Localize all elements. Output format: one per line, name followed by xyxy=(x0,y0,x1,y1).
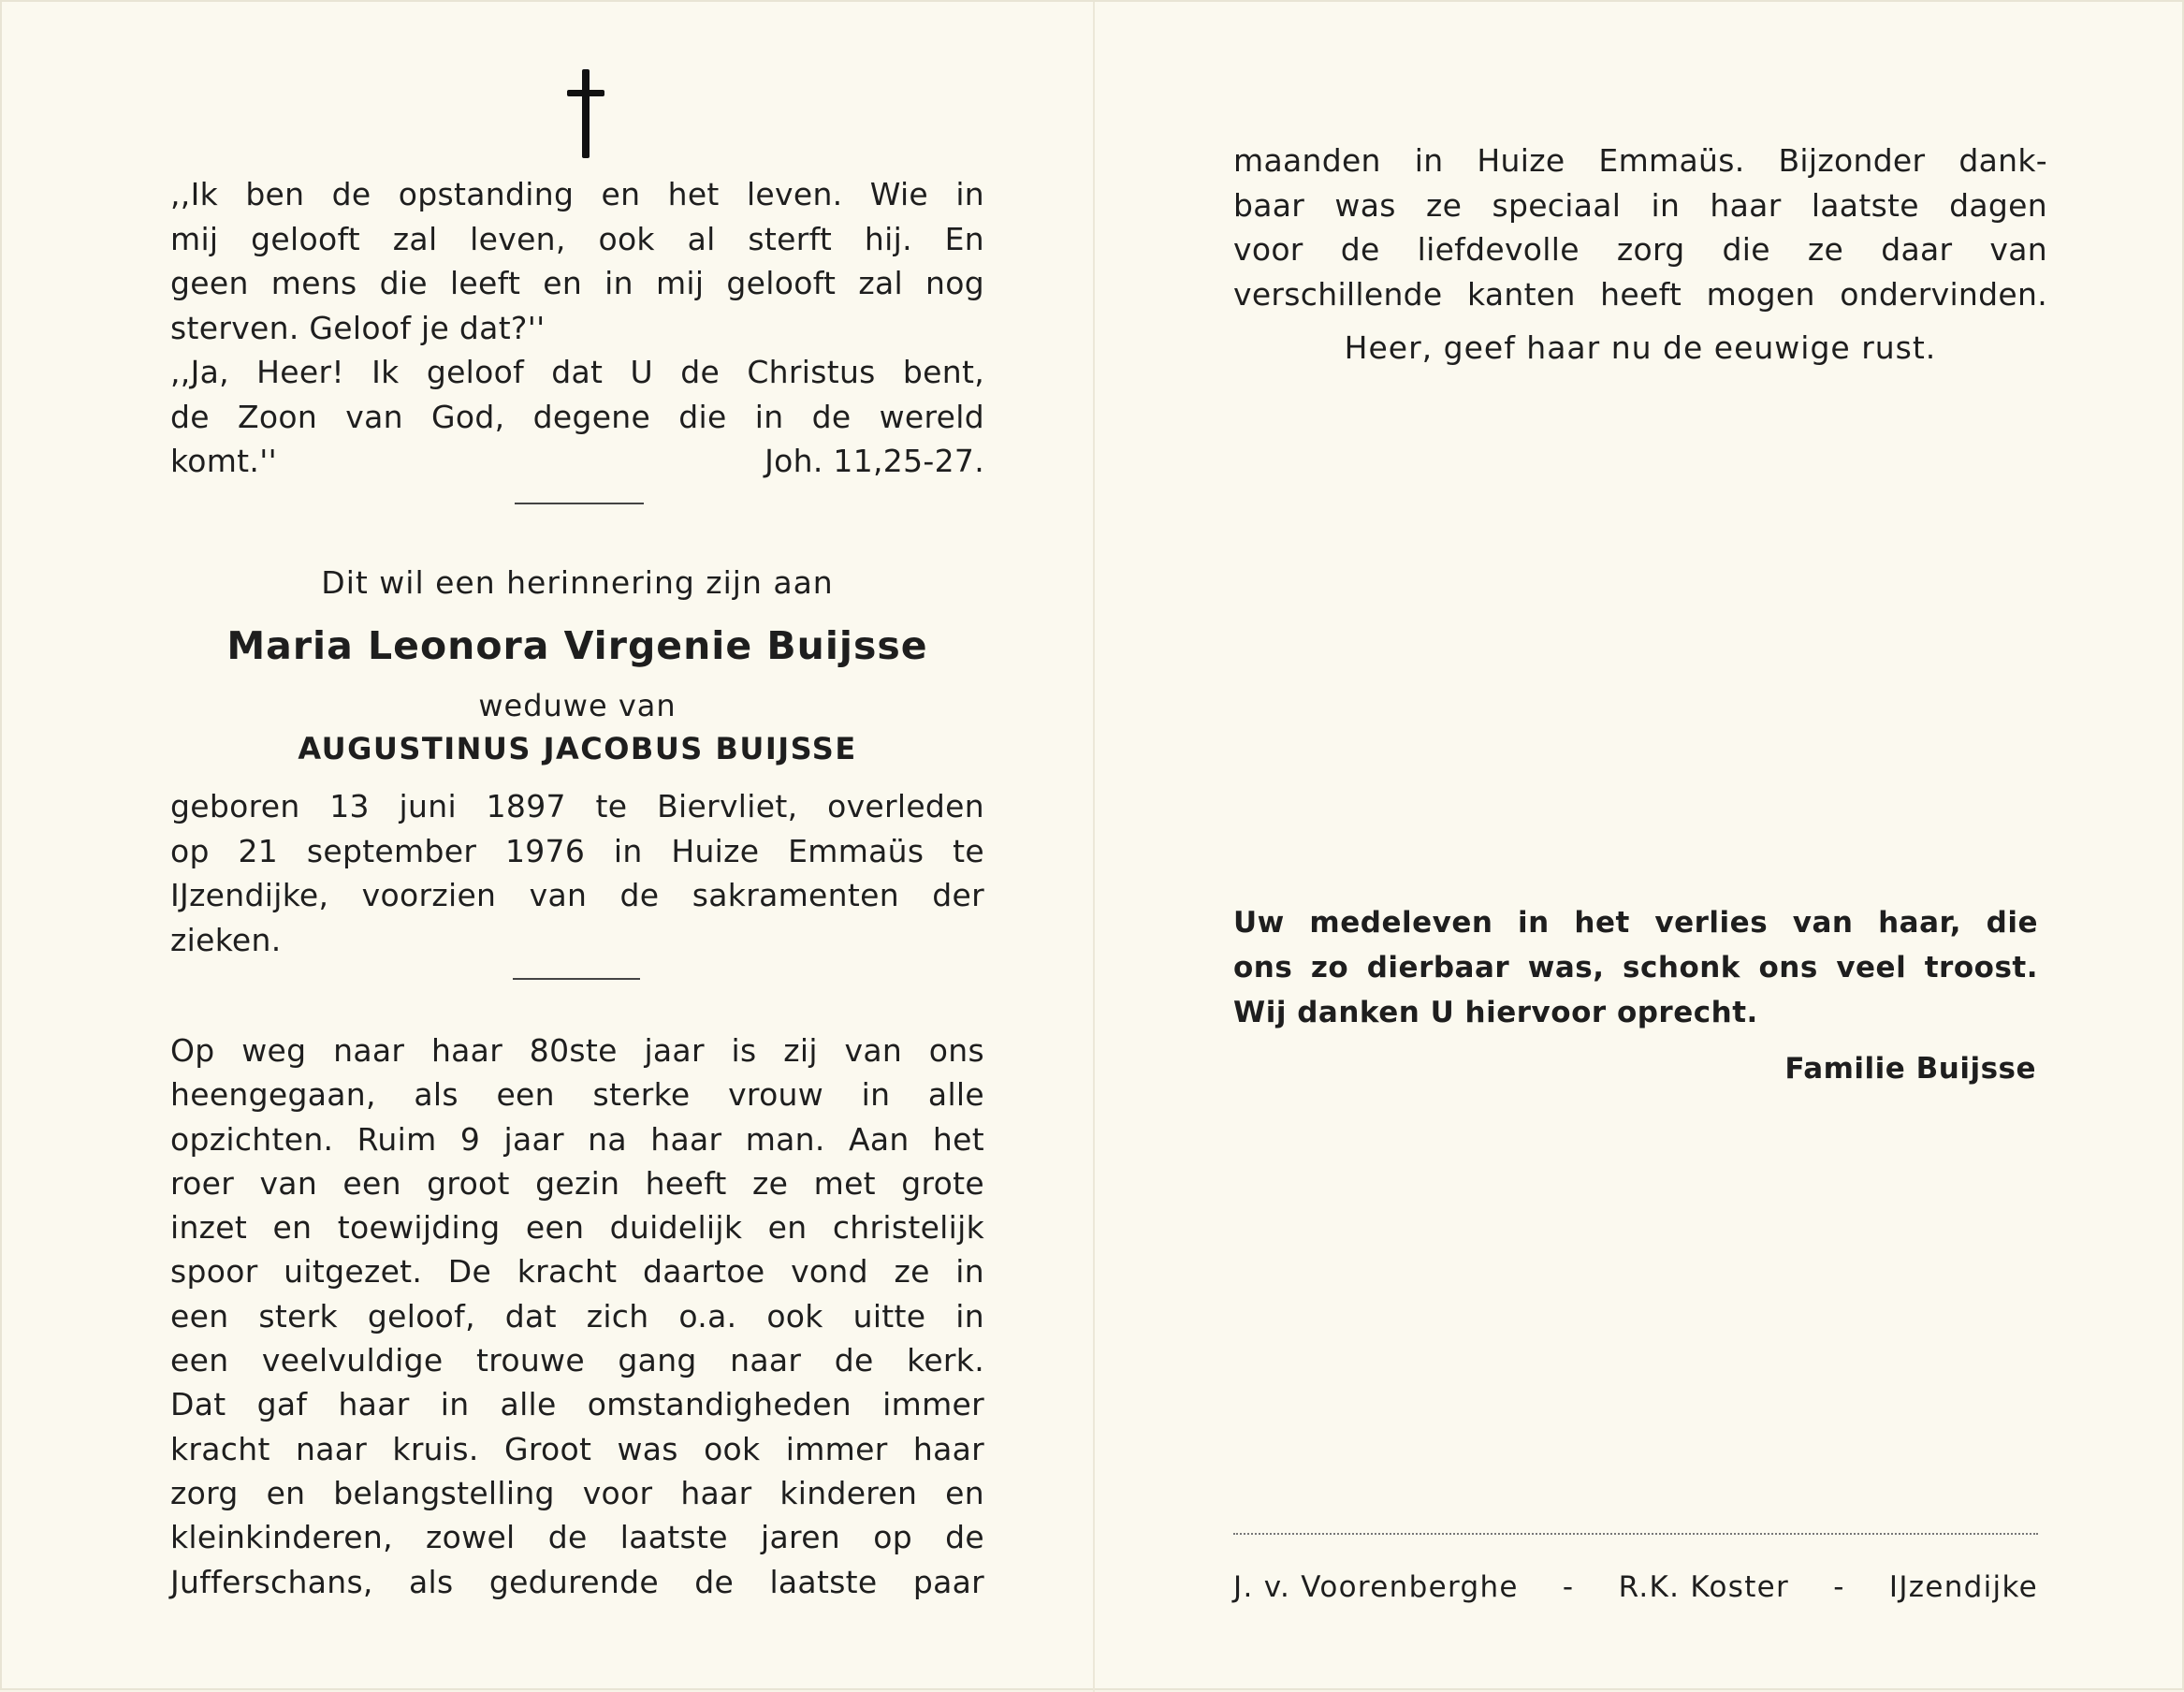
continuation-line: voor de liefdevolle zorg die ze daar van xyxy=(1233,231,2047,268)
card-fold xyxy=(1093,2,1095,1692)
quote-line: ,,Ja, Heer! Ik geloof dat U de Christus bent, xyxy=(170,354,984,390)
bio-line: kracht naar kruis. Groot was ook immer haar xyxy=(170,1430,984,1467)
printer-role: R.K. Koster xyxy=(1618,1570,1790,1604)
printer-separator: - xyxy=(1562,1570,1575,1604)
bio-line: zorg en belangstelling voor haar kinderen en xyxy=(170,1474,984,1511)
right-panel xyxy=(1233,2,2047,1692)
birth-line: IJzendijke, voorzien van de sakramenten der xyxy=(170,877,984,913)
family-signature: Familie Buijsse xyxy=(1784,1052,2036,1086)
continuation-line: maanden in Huize Emmaüs. Bijzonder dank- xyxy=(1233,142,2047,179)
birth-line: op 21 september 1976 in Huize Emmaüs te xyxy=(170,832,984,869)
printer-name: J. v. Voorenberghe xyxy=(1233,1570,1519,1604)
bio-line: roer van een groot gezin heeft ze met grote xyxy=(170,1164,984,1202)
quote-reference: Joh. 11,25-27. xyxy=(764,443,984,479)
quote-line: mij gelooft zal leven, ook al sterft hij. En xyxy=(170,220,984,257)
bio-line: Jufferschans, als gedurende de laatste paar xyxy=(170,1563,984,1600)
bio-line: inzet en toewijding een duidelijk en christelijk xyxy=(170,1209,984,1247)
quote-line: ,,Ik ben de opstanding en het leven. Wie in xyxy=(170,176,984,212)
thanks-line: Wij danken U hiervoor oprecht. xyxy=(1233,996,1758,1029)
prayer-text: Heer, geef haar nu de eeuwige rust. xyxy=(1344,329,1937,366)
divider xyxy=(515,503,644,504)
intro-text: Dit wil een herinnering zijn aan xyxy=(321,564,834,601)
bio-line: opzichten. Ruim 9 jaar na haar man. Aan het xyxy=(170,1120,984,1158)
quote-line: sterven. Geloof je dat?'' xyxy=(170,309,546,346)
bio-line: een veelvuldige trouwe gang naar de kerk. xyxy=(170,1342,984,1379)
bio-line: kleinkinderen, zowel de laatste jaren op de xyxy=(170,1519,984,1556)
widow-of-text: weduwe van xyxy=(478,688,677,723)
birth-line: geboren 13 juni 1897 te Biervliet, overleden xyxy=(170,788,984,824)
left-panel xyxy=(170,2,984,1692)
deceased-name: Maria Leonora Virgenie Buijsse xyxy=(226,623,928,668)
quote-line: komt.'' xyxy=(170,443,277,479)
bible-quote xyxy=(170,172,984,484)
husband-name: AUGUSTINUS JACOBUS BUIJSSE xyxy=(298,731,857,766)
bio-line: een sterk geloof, dat zich o.a. ook uitte in xyxy=(170,1297,984,1335)
bio-line: Op weg naar haar 80ste jaar is zij van ons xyxy=(170,1032,984,1069)
printer-divider xyxy=(1233,1533,2038,1535)
printer-place: IJzendijke xyxy=(1888,1570,2038,1604)
divider xyxy=(513,978,640,980)
bio-line: heengegaan, als een sterke vrouw in alle xyxy=(170,1076,984,1114)
cross-icon xyxy=(567,69,604,158)
quote-line: de Zoon van God, degene die in de wereld xyxy=(170,398,984,435)
birth-line: zieken. xyxy=(170,921,282,958)
quote-tail xyxy=(170,439,984,484)
birth-death-paragraph xyxy=(170,784,984,962)
thanks-line: Uw medeleven in het verlies van haar, die xyxy=(1233,906,2038,940)
quote-line: geen mens die leeft en in mij gelooft zal nog xyxy=(170,265,984,301)
continuation-line: baar was ze speciaal in haar laatste dagen xyxy=(1233,186,2047,224)
bio-line: Dat gaf haar in alle omstandigheden immer xyxy=(170,1386,984,1423)
continuation-line: verschillende kanten heeft mogen ondervinden. xyxy=(1233,275,2047,313)
biography-paragraph xyxy=(170,1028,984,1604)
continuation-paragraph xyxy=(1233,139,2047,316)
bio-line: spoor uitgezet. De kracht daartoe vond ze in xyxy=(170,1253,984,1291)
printer-separator: - xyxy=(1833,1570,1845,1604)
thanks-line: ons zo dierbaar was, schonk ons veel troost. xyxy=(1233,951,2038,985)
printer-credit xyxy=(1233,1570,2038,1604)
thanks-paragraph xyxy=(1233,900,2038,1035)
